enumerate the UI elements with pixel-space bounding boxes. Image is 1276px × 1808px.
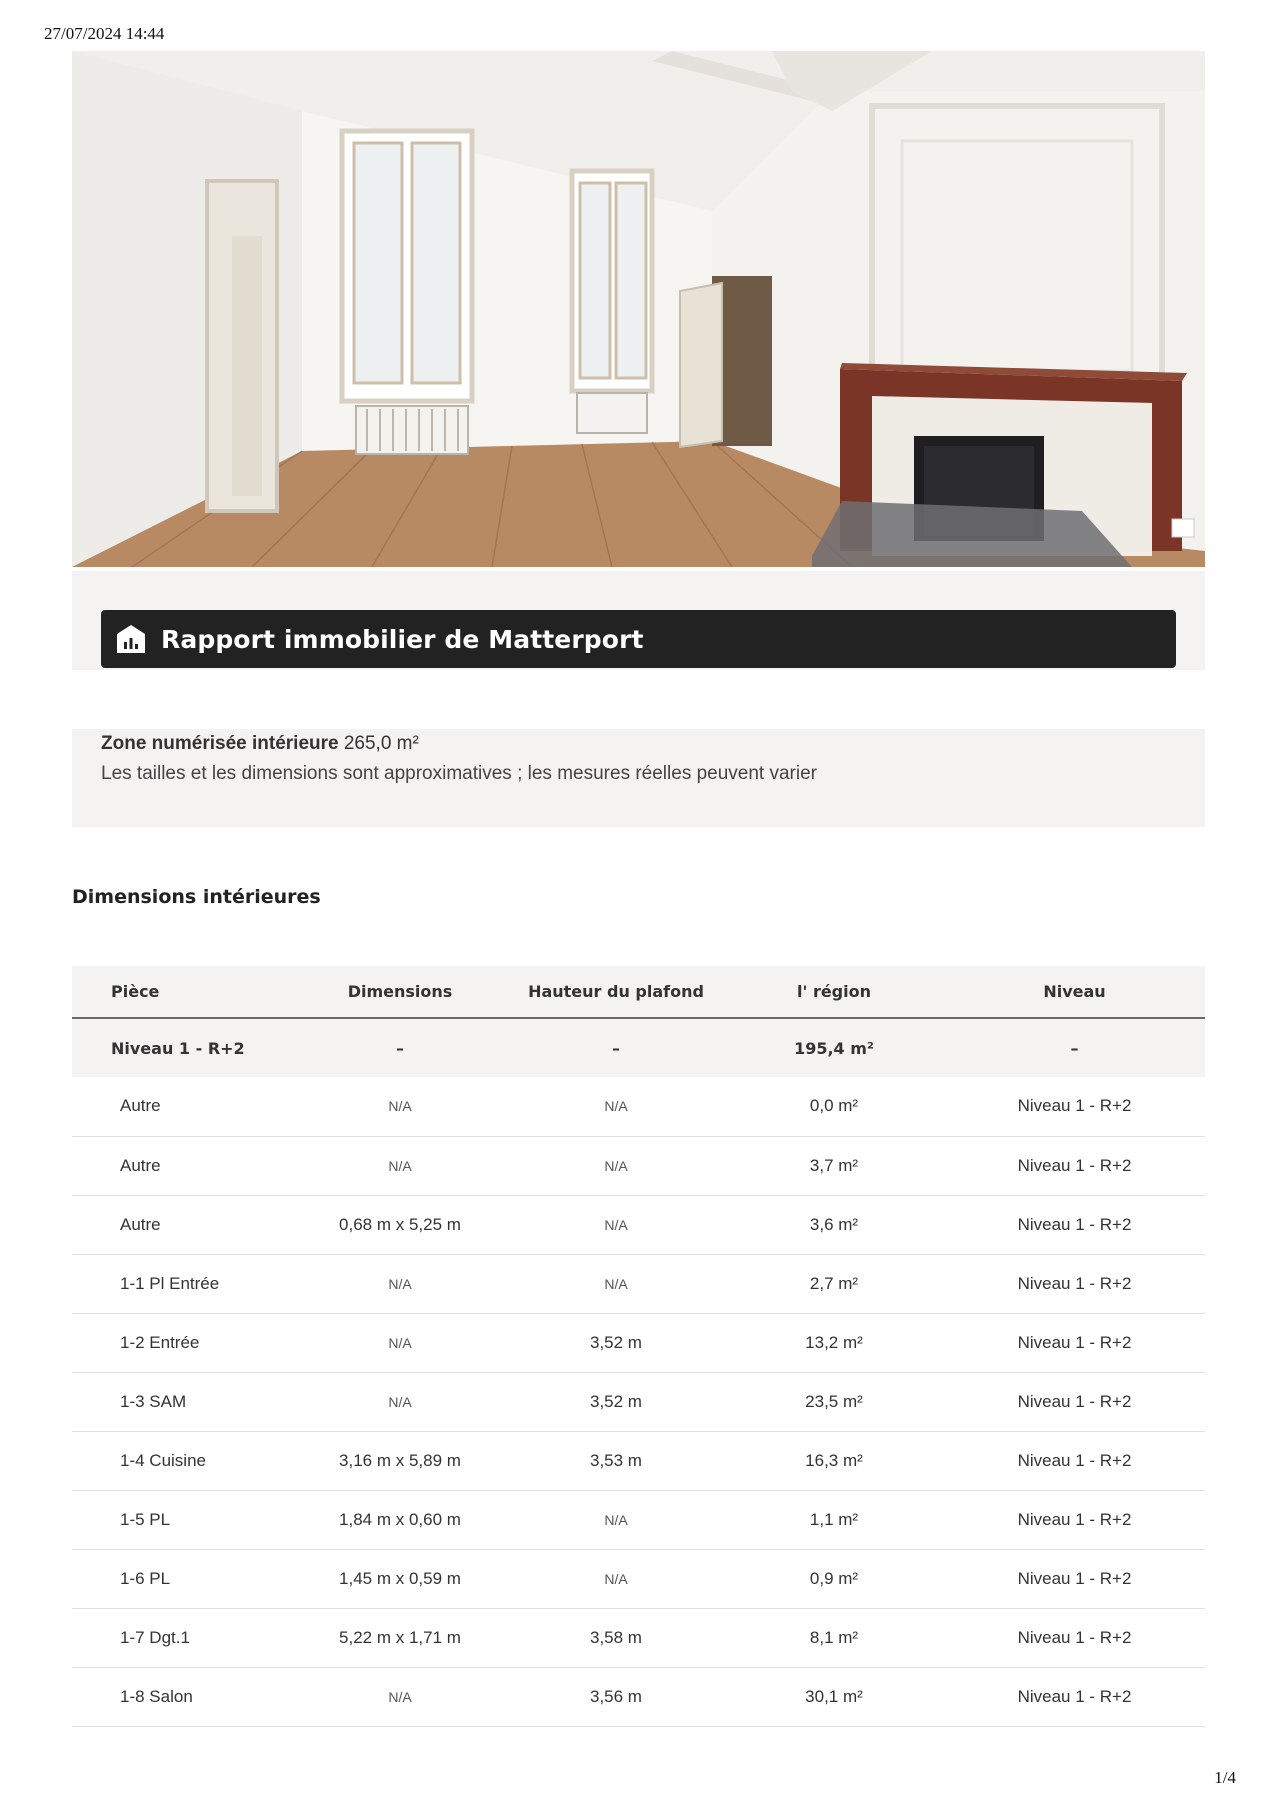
- measurement-disclaimer: Les tailles et les dimensions sont approximatives ; les mesures réelles peuvent varier: [101, 763, 817, 784]
- room-dimensions: 3,16 m x 5,89 m: [339, 1450, 461, 1470]
- room-ceiling-height: 3,52 m: [590, 1332, 642, 1352]
- room-level: Niveau 1 - R+2: [1017, 1332, 1132, 1352]
- room-dimensions: N/A: [388, 1275, 412, 1292]
- report-banner: [101, 610, 1176, 668]
- room-name: 1-1 Pl Entrée: [120, 1273, 220, 1293]
- table-row: [72, 1549, 1205, 1608]
- room-name: 1-2 Entrée: [120, 1332, 200, 1352]
- room-ceiling-height: N/A: [604, 1570, 628, 1587]
- room-ceiling-height: 3,53 m: [590, 1450, 642, 1470]
- room-level: Niveau 1 - R+2: [1017, 1273, 1132, 1293]
- room-ceiling-height: N/A: [604, 1157, 628, 1174]
- room-area: 13,2 m²: [805, 1332, 863, 1352]
- room-area: 0,9 m²: [809, 1568, 859, 1588]
- room-dimensions: 1,84 m x 0,60 m: [339, 1509, 461, 1529]
- room-level: Niveau 1 - R+2: [1017, 1155, 1132, 1175]
- level-name: Niveau 1 - R+2: [111, 1038, 245, 1058]
- table-row: [72, 1431, 1205, 1490]
- room-name: 1-4 Cuisine: [120, 1450, 206, 1470]
- header-level: Niveau: [1043, 982, 1106, 1001]
- room-name: 1-3 SAM: [120, 1391, 187, 1411]
- banner-section: [72, 571, 1205, 670]
- room-dimensions: N/A: [388, 1688, 412, 1705]
- table-row: [72, 1372, 1205, 1431]
- room-ceiling-height: N/A: [604, 1216, 628, 1233]
- room-dimensions: N/A: [388, 1098, 412, 1115]
- room-ceiling-height: 3,56 m: [590, 1686, 642, 1706]
- room-ceiling-height: N/A: [604, 1098, 628, 1115]
- room-ceiling-height: N/A: [604, 1275, 628, 1292]
- scan-summary: [72, 729, 1205, 827]
- room-area: 3,6 m²: [809, 1214, 859, 1234]
- room-name: 1-6 PL: [120, 1568, 171, 1588]
- room-name: 1-8 Salon: [120, 1686, 193, 1706]
- room-level: Niveau 1 - R+2: [1017, 1391, 1132, 1411]
- room-area: 23,5 m²: [805, 1391, 863, 1411]
- room-dimensions: N/A: [388, 1393, 412, 1410]
- print-timestamp: 27/07/2024 14:44: [44, 24, 165, 43]
- room-ceiling-height: 3,52 m: [590, 1391, 642, 1411]
- section-title: Dimensions intérieures: [72, 886, 321, 908]
- table-row: [72, 1195, 1205, 1254]
- room-area: 0,0 m²: [809, 1096, 859, 1116]
- room-name: 1-7 Dgt.1: [120, 1627, 190, 1647]
- header-area: l' région: [796, 982, 871, 1001]
- room-dimensions: N/A: [388, 1157, 412, 1174]
- room-dimensions: 0,68 m x 5,25 m: [339, 1214, 461, 1234]
- room-area: 8,1 m²: [809, 1627, 859, 1647]
- level-dimensions: –: [396, 1038, 404, 1058]
- level-ceiling-height: –: [612, 1038, 620, 1058]
- room-area: 1,1 m²: [809, 1509, 859, 1529]
- building-chart-icon: [115, 623, 147, 655]
- table-header-row: [72, 966, 1205, 1018]
- room-level: Niveau 1 - R+2: [1017, 1509, 1132, 1529]
- table-row: [72, 1667, 1205, 1726]
- property-photo: [72, 51, 1205, 567]
- scanned-area-value: 265,0 m²: [343, 733, 419, 754]
- room-dimensions: 5,22 m x 1,71 m: [339, 1627, 461, 1647]
- table-row: [72, 1490, 1205, 1549]
- scanned-area-label: Zone numérisée intérieure: [101, 733, 339, 754]
- dimensions-table: [72, 966, 1205, 1727]
- scanned-area: [101, 733, 419, 755]
- table-row: [72, 1077, 1205, 1136]
- room-level: Niveau 1 - R+2: [1017, 1450, 1132, 1470]
- room-ceiling-height: N/A: [604, 1511, 628, 1528]
- room-level: Niveau 1 - R+2: [1017, 1627, 1132, 1647]
- room-area: 2,7 m²: [809, 1273, 859, 1293]
- table-row: [72, 1608, 1205, 1667]
- room-area: 3,7 m²: [809, 1155, 859, 1175]
- page-number: 1/4: [1214, 1768, 1236, 1787]
- header-ceiling-height: Hauteur du plafond: [528, 982, 704, 1001]
- room-level: Niveau 1 - R+2: [1017, 1096, 1132, 1116]
- level-level: –: [1070, 1038, 1079, 1058]
- room-level: Niveau 1 - R+2: [1017, 1686, 1132, 1706]
- room-level: Niveau 1 - R+2: [1017, 1568, 1132, 1588]
- room-area: 16,3 m²: [805, 1450, 863, 1470]
- level-area: 195,4 m²: [794, 1038, 874, 1058]
- room-dimensions: N/A: [388, 1334, 412, 1351]
- level-summary-row: [72, 1018, 1205, 1077]
- table-row: [72, 1136, 1205, 1195]
- room-ceiling-height: 3,58 m: [590, 1627, 642, 1647]
- table-row: [72, 1313, 1205, 1372]
- room-area: 30,1 m²: [805, 1686, 863, 1706]
- report-title: Rapport immobilier de Matterport: [161, 624, 644, 654]
- room-dimensions: 1,45 m x 0,59 m: [339, 1568, 461, 1588]
- room-name: Autre: [120, 1155, 161, 1175]
- header-room: Pièce: [111, 982, 160, 1001]
- room-name: Autre: [120, 1096, 161, 1116]
- room-name: Autre: [120, 1214, 161, 1234]
- room-name: 1-5 PL: [120, 1509, 171, 1529]
- room-level: Niveau 1 - R+2: [1017, 1214, 1132, 1234]
- table-row: [72, 1254, 1205, 1313]
- header-dimensions: Dimensions: [347, 982, 453, 1001]
